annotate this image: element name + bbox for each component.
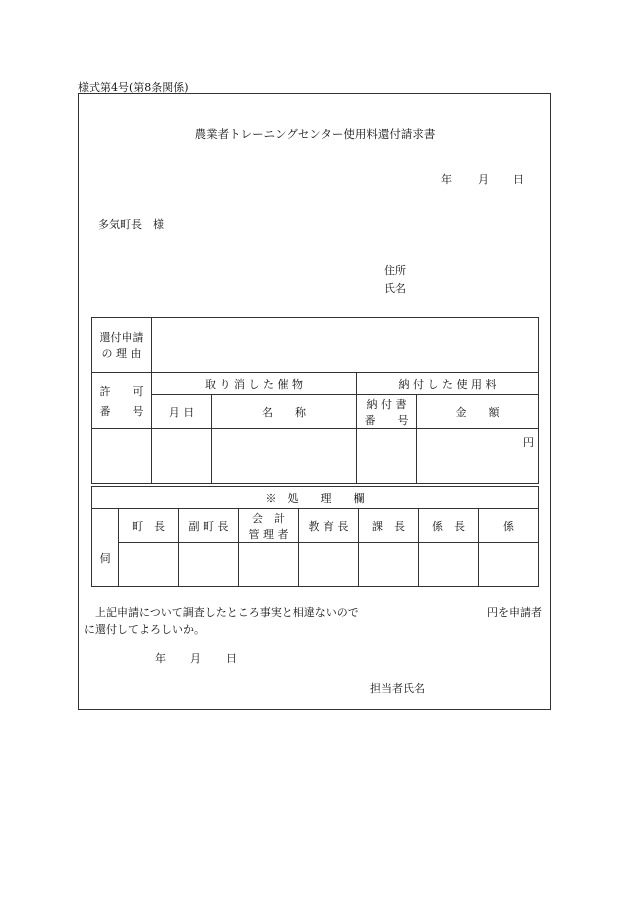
seal-box-mayor[interactable] [119, 543, 179, 587]
col-receipt-line2: 番 号 [364, 413, 409, 427]
statement-yen: 円を申請者 [487, 606, 542, 619]
date-input[interactable] [152, 429, 212, 484]
role-deputy-mayor: 副 町 長 [179, 509, 239, 543]
role-subsection-chief: 係 長 [419, 509, 479, 543]
col-receipt-header [357, 395, 417, 429]
document-title: 農業者トレーニングセンター使用料還付請求書 [194, 127, 436, 141]
seal-box-superintendent[interactable] [299, 543, 359, 587]
role-section-chief: 課 長 [359, 509, 419, 543]
processing-header: ※ 処 理 欄 [92, 487, 539, 509]
role-mayor: 町 長 [119, 509, 179, 543]
seal-box-deputy-mayor[interactable] [179, 543, 239, 587]
year-label: 年 [441, 173, 452, 186]
event-name-input[interactable] [212, 429, 357, 484]
bottom-month-label: 月 [190, 652, 201, 665]
col-name-header: 名 称 [212, 395, 357, 429]
role-superintendent: 教 育 長 [299, 509, 359, 543]
col-receipt-line1: 納 付 書 [366, 397, 407, 411]
permit-number-input[interactable] [92, 429, 152, 484]
paid-fee-header: 納 付 し た 使 用 料 [357, 373, 539, 395]
month-label: 月 [478, 173, 489, 186]
reason-label-line1: 還付申請 [99, 331, 144, 344]
seal-box-section-chief[interactable] [359, 543, 419, 587]
amount-input[interactable] [417, 429, 539, 484]
cancelled-event-header: 取 り 消 し た 催 物 [152, 373, 357, 395]
seal-box-subsection-chief[interactable] [419, 543, 479, 587]
processing-table [91, 486, 539, 587]
col-date-header: 月 日 [152, 395, 212, 429]
reason-input-cell[interactable] [152, 318, 539, 373]
permit-label-line2: 番 号 [99, 404, 144, 418]
seal-box-accounting-manager[interactable] [239, 543, 299, 587]
bottom-day-label: 日 [226, 652, 237, 665]
role-accounting-line2: 管 理 者 [248, 527, 289, 541]
recipient: 多気町長 様 [98, 218, 164, 231]
address-label: 住所 [384, 264, 406, 277]
ukagai-label: 伺 [99, 551, 111, 565]
name-label: 氏名 [384, 282, 406, 295]
reason-label-line2: の 理 由 [101, 347, 142, 360]
yen-label: 円 [523, 436, 534, 449]
ukagai-cell [92, 509, 119, 587]
officer-name-label: 担当者氏名 [370, 682, 425, 695]
form-number-label: 様式第4号(第8条関係) [78, 81, 189, 94]
receipt-number-input[interactable] [357, 429, 417, 484]
permit-label-cell [92, 373, 152, 429]
day-label: 日 [513, 173, 524, 186]
role-accounting-manager [239, 509, 299, 543]
permit-label-line1: 許 可 [99, 384, 144, 398]
statement-line2: に還付してよろしいか。 [84, 623, 205, 636]
reason-label-cell [92, 318, 152, 373]
statement-line1: 上記申請について調査したところ事実と相違ないので [95, 606, 359, 619]
bottom-year-label: 年 [155, 652, 166, 665]
col-amount-header: 金 額 [417, 395, 539, 429]
refund-detail-table [91, 317, 539, 484]
seal-box-staff[interactable] [479, 543, 539, 587]
role-staff: 係 [479, 509, 539, 543]
role-accounting-line1: 会 計 [252, 511, 285, 525]
